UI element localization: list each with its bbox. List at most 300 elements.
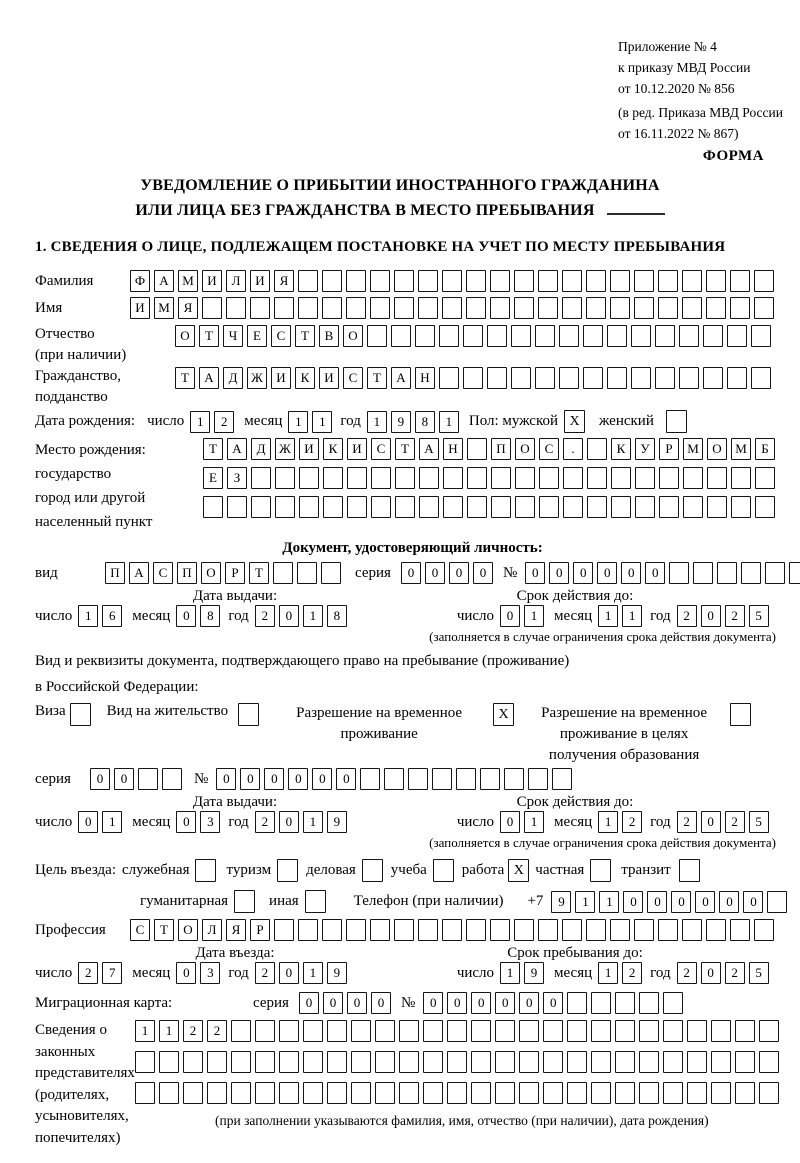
char-cell[interactable] [303, 1051, 323, 1073]
char-cell[interactable] [375, 1020, 395, 1042]
char-cell[interactable]: О [707, 438, 727, 460]
char-cell[interactable] [471, 1020, 491, 1042]
char-cell[interactable]: 0 [425, 562, 445, 584]
char-cell[interactable] [639, 1082, 659, 1104]
char-cell[interactable] [183, 1082, 203, 1104]
char-cell[interactable]: 1 [367, 411, 387, 433]
char-cell[interactable]: 2 [677, 962, 697, 984]
char-cell[interactable]: 2 [214, 411, 234, 433]
char-cell[interactable] [447, 1020, 467, 1042]
char-cell[interactable]: 0 [645, 562, 665, 584]
char-cell[interactable] [274, 919, 294, 941]
char-cell[interactable]: 1 [500, 962, 520, 984]
char-cell[interactable] [539, 496, 559, 518]
char-cell[interactable] [663, 992, 683, 1014]
char-cell[interactable] [586, 297, 606, 319]
char-cell[interactable]: К [295, 367, 315, 389]
char-cell[interactable]: Е [247, 325, 267, 347]
char-cell[interactable] [394, 297, 414, 319]
char-cell[interactable] [227, 496, 247, 518]
char-cell[interactable]: 1 [135, 1020, 155, 1042]
char-cell[interactable] [391, 325, 411, 347]
char-cell[interactable]: З [227, 467, 247, 489]
char-cell[interactable]: 5 [749, 962, 769, 984]
char-cell[interactable]: В [319, 325, 339, 347]
char-cell[interactable] [552, 768, 572, 790]
char-cell[interactable] [751, 325, 771, 347]
char-cell[interactable] [322, 270, 342, 292]
char-cell[interactable]: А [227, 438, 247, 460]
char-cell[interactable] [495, 1051, 515, 1073]
char-cell[interactable]: 0 [671, 891, 691, 913]
char-cell[interactable] [279, 1051, 299, 1073]
char-cell[interactable] [735, 1082, 755, 1104]
char-cell[interactable]: 0 [264, 768, 284, 790]
char-cell[interactable] [562, 297, 582, 319]
char-cell[interactable] [231, 1051, 251, 1073]
char-cell[interactable] [765, 562, 785, 584]
char-cell[interactable] [711, 1082, 731, 1104]
char-cell[interactable] [375, 1051, 395, 1073]
char-cell[interactable]: Т [249, 562, 269, 584]
purpose-work-checkbox[interactable]: X [508, 859, 529, 882]
char-cell[interactable] [610, 297, 630, 319]
char-cell[interactable]: 2 [677, 811, 697, 833]
purpose-humanitarian-checkbox[interactable] [234, 890, 255, 913]
char-cell[interactable] [587, 438, 607, 460]
char-cell[interactable] [682, 297, 702, 319]
char-cell[interactable] [347, 496, 367, 518]
char-cell[interactable] [467, 467, 487, 489]
char-cell[interactable]: П [491, 438, 511, 460]
char-cell[interactable]: 1 [303, 962, 323, 984]
char-cell[interactable] [631, 367, 651, 389]
char-cell[interactable]: 0 [371, 992, 391, 1014]
char-cell[interactable]: 0 [279, 811, 299, 833]
char-cell[interactable] [423, 1051, 443, 1073]
char-cell[interactable] [299, 467, 319, 489]
char-cell[interactable]: 0 [299, 992, 319, 1014]
char-cell[interactable] [639, 1051, 659, 1073]
char-cell[interactable] [511, 325, 531, 347]
char-cell[interactable] [480, 768, 500, 790]
char-cell[interactable]: Т [203, 438, 223, 460]
char-cell[interactable] [511, 367, 531, 389]
char-cell[interactable] [567, 1020, 587, 1042]
char-cell[interactable] [408, 768, 428, 790]
char-cell[interactable] [559, 367, 579, 389]
char-cell[interactable] [322, 297, 342, 319]
char-cell[interactable] [539, 467, 559, 489]
char-cell[interactable]: 0 [447, 992, 467, 1014]
char-cell[interactable] [591, 992, 611, 1014]
char-cell[interactable]: 6 [102, 605, 122, 627]
char-cell[interactable] [322, 919, 342, 941]
char-cell[interactable] [395, 496, 415, 518]
char-cell[interactable]: С [371, 438, 391, 460]
char-cell[interactable]: 1 [598, 811, 618, 833]
char-cell[interactable] [439, 325, 459, 347]
char-cell[interactable]: Т [367, 367, 387, 389]
char-cell[interactable]: 1 [303, 605, 323, 627]
char-cell[interactable] [432, 768, 452, 790]
char-cell[interactable]: 0 [78, 811, 98, 833]
char-cell[interactable]: 0 [176, 962, 196, 984]
char-cell[interactable] [706, 270, 726, 292]
char-cell[interactable] [279, 1020, 299, 1042]
char-cell[interactable] [447, 1082, 467, 1104]
char-cell[interactable] [658, 297, 678, 319]
char-cell[interactable] [727, 367, 747, 389]
char-cell[interactable]: Е [203, 467, 223, 489]
char-cell[interactable] [611, 496, 631, 518]
char-cell[interactable] [634, 297, 654, 319]
purpose-official-checkbox[interactable] [195, 859, 216, 882]
char-cell[interactable] [731, 496, 751, 518]
char-cell[interactable]: И [202, 270, 222, 292]
char-cell[interactable]: Ф [130, 270, 150, 292]
char-cell[interactable]: 1 [524, 811, 544, 833]
char-cell[interactable] [514, 297, 534, 319]
char-cell[interactable]: О [515, 438, 535, 460]
char-cell[interactable] [730, 297, 750, 319]
char-cell[interactable] [162, 768, 182, 790]
char-cell[interactable]: 9 [391, 411, 411, 433]
char-cell[interactable]: С [343, 367, 363, 389]
char-cell[interactable] [687, 1082, 707, 1104]
char-cell[interactable] [456, 768, 476, 790]
char-cell[interactable] [634, 270, 654, 292]
char-cell[interactable] [467, 438, 487, 460]
char-cell[interactable] [135, 1082, 155, 1104]
char-cell[interactable]: 0 [347, 992, 367, 1014]
char-cell[interactable] [663, 1051, 683, 1073]
char-cell[interactable]: 0 [279, 605, 299, 627]
char-cell[interactable]: А [199, 367, 219, 389]
char-cell[interactable] [399, 1020, 419, 1042]
char-cell[interactable]: 7 [102, 962, 122, 984]
char-cell[interactable]: О [201, 562, 221, 584]
char-cell[interactable]: 0 [719, 891, 739, 913]
char-cell[interactable]: Т [154, 919, 174, 941]
char-cell[interactable] [495, 1020, 515, 1042]
char-cell[interactable]: 0 [336, 768, 356, 790]
char-cell[interactable] [717, 562, 737, 584]
char-cell[interactable] [583, 325, 603, 347]
char-cell[interactable]: 1 [159, 1020, 179, 1042]
char-cell[interactable] [360, 768, 380, 790]
char-cell[interactable] [639, 992, 659, 1014]
char-cell[interactable] [394, 919, 414, 941]
char-cell[interactable] [183, 1051, 203, 1073]
char-cell[interactable] [298, 919, 318, 941]
char-cell[interactable] [519, 1020, 539, 1042]
char-cell[interactable] [535, 325, 555, 347]
char-cell[interactable]: 0 [621, 562, 641, 584]
char-cell[interactable]: И [347, 438, 367, 460]
char-cell[interactable]: С [539, 438, 559, 460]
char-cell[interactable] [371, 467, 391, 489]
char-cell[interactable]: 0 [176, 605, 196, 627]
char-cell[interactable] [367, 325, 387, 347]
char-cell[interactable] [442, 919, 462, 941]
char-cell[interactable] [759, 1020, 779, 1042]
char-cell[interactable] [754, 297, 774, 319]
char-cell[interactable] [538, 270, 558, 292]
char-cell[interactable] [463, 367, 483, 389]
char-cell[interactable] [658, 270, 678, 292]
char-cell[interactable] [635, 467, 655, 489]
char-cell[interactable] [159, 1082, 179, 1104]
char-cell[interactable] [586, 919, 606, 941]
char-cell[interactable]: 0 [473, 562, 493, 584]
char-cell[interactable]: Л [226, 270, 246, 292]
char-cell[interactable] [591, 1020, 611, 1042]
char-cell[interactable]: М [683, 438, 703, 460]
char-cell[interactable]: 0 [176, 811, 196, 833]
char-cell[interactable]: М [731, 438, 751, 460]
char-cell[interactable] [323, 496, 343, 518]
char-cell[interactable] [615, 992, 635, 1014]
char-cell[interactable] [466, 297, 486, 319]
char-cell[interactable]: 1 [312, 411, 332, 433]
char-cell[interactable] [443, 496, 463, 518]
char-cell[interactable] [487, 325, 507, 347]
char-cell[interactable] [251, 496, 271, 518]
char-cell[interactable]: С [153, 562, 173, 584]
char-cell[interactable] [706, 919, 726, 941]
char-cell[interactable]: 2 [725, 811, 745, 833]
char-cell[interactable] [487, 367, 507, 389]
char-cell[interactable] [255, 1051, 275, 1073]
char-cell[interactable] [442, 297, 462, 319]
char-cell[interactable]: 9 [551, 891, 571, 913]
char-cell[interactable]: К [611, 438, 631, 460]
char-cell[interactable]: 1 [598, 605, 618, 627]
char-cell[interactable] [415, 325, 435, 347]
char-cell[interactable] [682, 919, 702, 941]
char-cell[interactable]: О [175, 325, 195, 347]
char-cell[interactable] [491, 496, 511, 518]
char-cell[interactable]: 2 [622, 811, 642, 833]
char-cell[interactable] [611, 467, 631, 489]
char-cell[interactable]: О [178, 919, 198, 941]
char-cell[interactable] [707, 496, 727, 518]
char-cell[interactable]: И [299, 438, 319, 460]
char-cell[interactable] [703, 325, 723, 347]
char-cell[interactable] [423, 1082, 443, 1104]
temp-residence-checkbox[interactable]: X [493, 703, 514, 726]
char-cell[interactable] [754, 270, 774, 292]
char-cell[interactable]: Р [250, 919, 270, 941]
char-cell[interactable] [298, 297, 318, 319]
char-cell[interactable] [370, 270, 390, 292]
char-cell[interactable] [663, 1020, 683, 1042]
char-cell[interactable]: 0 [549, 562, 569, 584]
char-cell[interactable] [755, 467, 775, 489]
char-cell[interactable] [471, 1082, 491, 1104]
char-cell[interactable]: К [323, 438, 343, 460]
char-cell[interactable]: С [130, 919, 150, 941]
residence-permit-checkbox[interactable] [238, 703, 259, 726]
char-cell[interactable] [395, 467, 415, 489]
char-cell[interactable] [635, 496, 655, 518]
char-cell[interactable] [443, 467, 463, 489]
char-cell[interactable]: 1 [622, 605, 642, 627]
char-cell[interactable]: 0 [500, 811, 520, 833]
char-cell[interactable]: 0 [401, 562, 421, 584]
char-cell[interactable]: 0 [449, 562, 469, 584]
char-cell[interactable] [514, 270, 534, 292]
char-cell[interactable] [375, 1082, 395, 1104]
char-cell[interactable]: 1 [288, 411, 308, 433]
char-cell[interactable]: 2 [622, 962, 642, 984]
char-cell[interactable] [687, 1020, 707, 1042]
char-cell[interactable]: 0 [114, 768, 134, 790]
gender-female-checkbox[interactable] [666, 410, 687, 433]
char-cell[interactable]: 0 [701, 962, 721, 984]
char-cell[interactable] [658, 919, 678, 941]
char-cell[interactable] [687, 1051, 707, 1073]
char-cell[interactable] [250, 297, 270, 319]
purpose-tourism-checkbox[interactable] [277, 859, 298, 882]
char-cell[interactable] [543, 1082, 563, 1104]
char-cell[interactable] [346, 270, 366, 292]
char-cell[interactable] [466, 270, 486, 292]
char-cell[interactable]: 0 [240, 768, 260, 790]
char-cell[interactable] [683, 467, 703, 489]
char-cell[interactable] [735, 1051, 755, 1073]
char-cell[interactable] [159, 1051, 179, 1073]
char-cell[interactable] [659, 467, 679, 489]
char-cell[interactable] [275, 467, 295, 489]
char-cell[interactable]: Л [202, 919, 222, 941]
char-cell[interactable] [683, 496, 703, 518]
char-cell[interactable] [591, 1051, 611, 1073]
char-cell[interactable]: 1 [78, 605, 98, 627]
char-cell[interactable] [587, 467, 607, 489]
char-cell[interactable]: 0 [288, 768, 308, 790]
char-cell[interactable]: Т [295, 325, 315, 347]
char-cell[interactable]: 9 [524, 962, 544, 984]
char-cell[interactable] [255, 1082, 275, 1104]
char-cell[interactable] [207, 1051, 227, 1073]
char-cell[interactable]: 0 [701, 811, 721, 833]
visa-checkbox[interactable] [70, 703, 91, 726]
char-cell[interactable] [567, 1082, 587, 1104]
char-cell[interactable]: 1 [599, 891, 619, 913]
char-cell[interactable]: 0 [423, 992, 443, 1014]
char-cell[interactable] [442, 270, 462, 292]
char-cell[interactable]: 0 [279, 962, 299, 984]
char-cell[interactable]: 0 [525, 562, 545, 584]
char-cell[interactable]: Р [225, 562, 245, 584]
char-cell[interactable]: 1 [190, 411, 210, 433]
char-cell[interactable] [419, 467, 439, 489]
char-cell[interactable]: Р [659, 438, 679, 460]
char-cell[interactable]: Я [226, 919, 246, 941]
char-cell[interactable]: И [250, 270, 270, 292]
char-cell[interactable]: 0 [471, 992, 491, 1014]
char-cell[interactable] [730, 270, 750, 292]
char-cell[interactable] [727, 325, 747, 347]
char-cell[interactable] [587, 496, 607, 518]
char-cell[interactable]: 1 [524, 605, 544, 627]
char-cell[interactable] [303, 1082, 323, 1104]
char-cell[interactable] [321, 562, 341, 584]
char-cell[interactable] [607, 325, 627, 347]
char-cell[interactable] [495, 1082, 515, 1104]
char-cell[interactable]: И [319, 367, 339, 389]
char-cell[interactable]: 0 [695, 891, 715, 913]
char-cell[interactable] [655, 325, 675, 347]
char-cell[interactable] [679, 367, 699, 389]
purpose-private-checkbox[interactable] [590, 859, 611, 882]
char-cell[interactable] [490, 297, 510, 319]
char-cell[interactable]: О [343, 325, 363, 347]
char-cell[interactable] [467, 496, 487, 518]
char-cell[interactable]: 2 [183, 1020, 203, 1042]
char-cell[interactable] [615, 1082, 635, 1104]
char-cell[interactable]: . [563, 438, 583, 460]
char-cell[interactable] [418, 919, 438, 941]
char-cell[interactable]: 0 [573, 562, 593, 584]
char-cell[interactable] [255, 1020, 275, 1042]
char-cell[interactable]: Н [443, 438, 463, 460]
char-cell[interactable] [273, 562, 293, 584]
char-cell[interactable] [631, 325, 651, 347]
char-cell[interactable] [514, 919, 534, 941]
char-cell[interactable] [504, 768, 524, 790]
char-cell[interactable] [491, 467, 511, 489]
char-cell[interactable]: П [177, 562, 197, 584]
char-cell[interactable] [351, 1051, 371, 1073]
purpose-study-checkbox[interactable] [433, 859, 454, 882]
char-cell[interactable] [759, 1082, 779, 1104]
char-cell[interactable]: А [419, 438, 439, 460]
char-cell[interactable] [615, 1020, 635, 1042]
char-cell[interactable]: 0 [312, 768, 332, 790]
char-cell[interactable] [251, 467, 271, 489]
char-cell[interactable]: Я [178, 297, 198, 319]
char-cell[interactable] [706, 297, 726, 319]
char-cell[interactable]: 9 [327, 962, 347, 984]
char-cell[interactable] [741, 562, 761, 584]
char-cell[interactable]: Н [415, 367, 435, 389]
char-cell[interactable] [231, 1082, 251, 1104]
char-cell[interactable] [567, 1051, 587, 1073]
char-cell[interactable] [231, 1020, 251, 1042]
char-cell[interactable] [583, 367, 603, 389]
char-cell[interactable] [226, 297, 246, 319]
char-cell[interactable]: Ч [223, 325, 243, 347]
char-cell[interactable] [299, 496, 319, 518]
char-cell[interactable]: 0 [597, 562, 617, 584]
char-cell[interactable]: 1 [439, 411, 459, 433]
char-cell[interactable]: 0 [701, 605, 721, 627]
char-cell[interactable]: Т [395, 438, 415, 460]
char-cell[interactable] [371, 496, 391, 518]
char-cell[interactable]: П [105, 562, 125, 584]
char-cell[interactable]: Д [223, 367, 243, 389]
char-cell[interactable] [543, 1051, 563, 1073]
char-cell[interactable] [538, 919, 558, 941]
char-cell[interactable]: И [130, 297, 150, 319]
char-cell[interactable]: 2 [255, 605, 275, 627]
char-cell[interactable]: 2 [725, 962, 745, 984]
char-cell[interactable]: 2 [725, 605, 745, 627]
char-cell[interactable] [274, 297, 294, 319]
